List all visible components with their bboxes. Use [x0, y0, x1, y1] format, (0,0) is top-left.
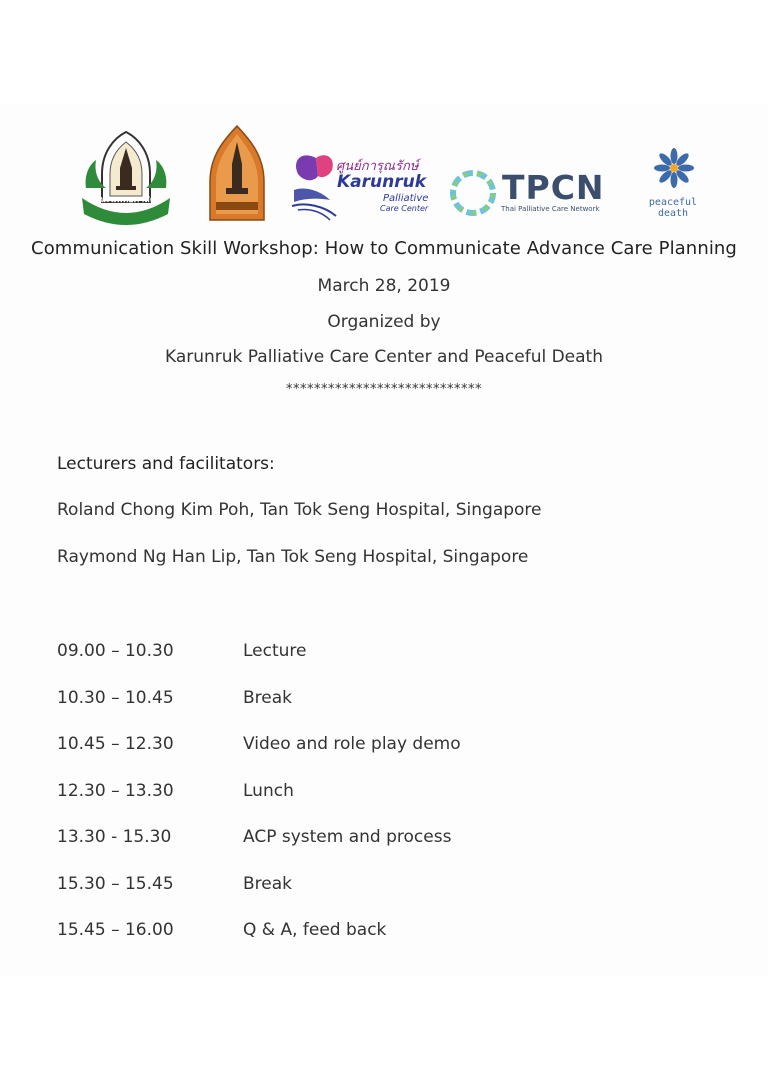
schedule-activity: Video and role play demo: [243, 734, 461, 754]
schedule-time: 10.45 – 12.30: [57, 734, 174, 754]
schedule-time: 10.30 – 10.45: [57, 688, 174, 708]
schedule-row: [57, 920, 707, 946]
tpcn-name: TPCN: [502, 168, 605, 207]
schedule-time: 12.30 – 13.30: [57, 781, 174, 801]
lecturer-name: Roland Chong Kim Poh, Tan Tok Seng Hospital, Singapore: [57, 500, 542, 520]
svg-text:คณะแพทยศาสตร์: คณะแพทยศาสตร์: [91, 195, 161, 205]
organized-by-label: Organized by: [327, 312, 441, 332]
schedule-activity: Lecture: [243, 641, 307, 661]
peaceful-death-wordmark: [644, 197, 702, 219]
schedule-activity: Q & A, feed back: [243, 920, 387, 940]
schedule-row: [57, 734, 707, 760]
event-date: March 28, 2019: [317, 276, 451, 296]
faculty-of-medicine-logo: [76, 128, 176, 228]
schedule-time: 09.00 – 10.30: [57, 641, 174, 661]
page-title: Communication Skill Workshop: How to Communicate Advance Care Planning: [31, 238, 737, 259]
tpcn-ring-icon: [446, 166, 500, 220]
karunruk-butterfly-icon: [290, 150, 340, 222]
university-logo: [204, 124, 270, 228]
peaceful-death-line1: peaceful: [648, 197, 698, 208]
schedule-row: [57, 641, 707, 667]
separator: ****************************: [286, 382, 482, 397]
karunruk-subtitle: Palliative: [383, 193, 429, 204]
organizers: Karunruk Palliative Care Center and Peaceful Death: [164, 347, 603, 367]
schedule-activity: Lunch: [243, 781, 294, 801]
tpcn-subtitle: Thai Palliative Care Network: [501, 205, 600, 213]
peaceful-death-flower-icon: [652, 146, 696, 190]
karunruk-name: Karunruk: [337, 172, 427, 192]
karunruk-thai-text: ศูนย์การุณรักษ์: [336, 159, 419, 174]
schedule-row: [57, 827, 707, 853]
schedule-row: [57, 874, 707, 900]
schedule-activity: Break: [243, 874, 292, 894]
schedule-time: 15.30 – 15.45: [57, 874, 174, 894]
schedule-time: 15.45 – 16.00: [57, 920, 174, 940]
schedule-time: 13.30 - 15.30: [57, 827, 172, 847]
lecturer-name: Raymond Ng Han Lip, Tan Tok Seng Hospital, Singapore: [57, 547, 529, 567]
faculty-banner-text: [86, 186, 166, 210]
karunruk-subtitle-2: Care Center: [380, 204, 429, 213]
schedule-activity: Break: [243, 688, 292, 708]
schedule-activity: ACP system and process: [243, 827, 452, 847]
lecturers-heading: Lecturers and facilitators:: [57, 454, 275, 474]
schedule-row: [57, 688, 707, 714]
schedule-row: [57, 781, 707, 807]
peaceful-death-line2: death: [657, 208, 689, 219]
